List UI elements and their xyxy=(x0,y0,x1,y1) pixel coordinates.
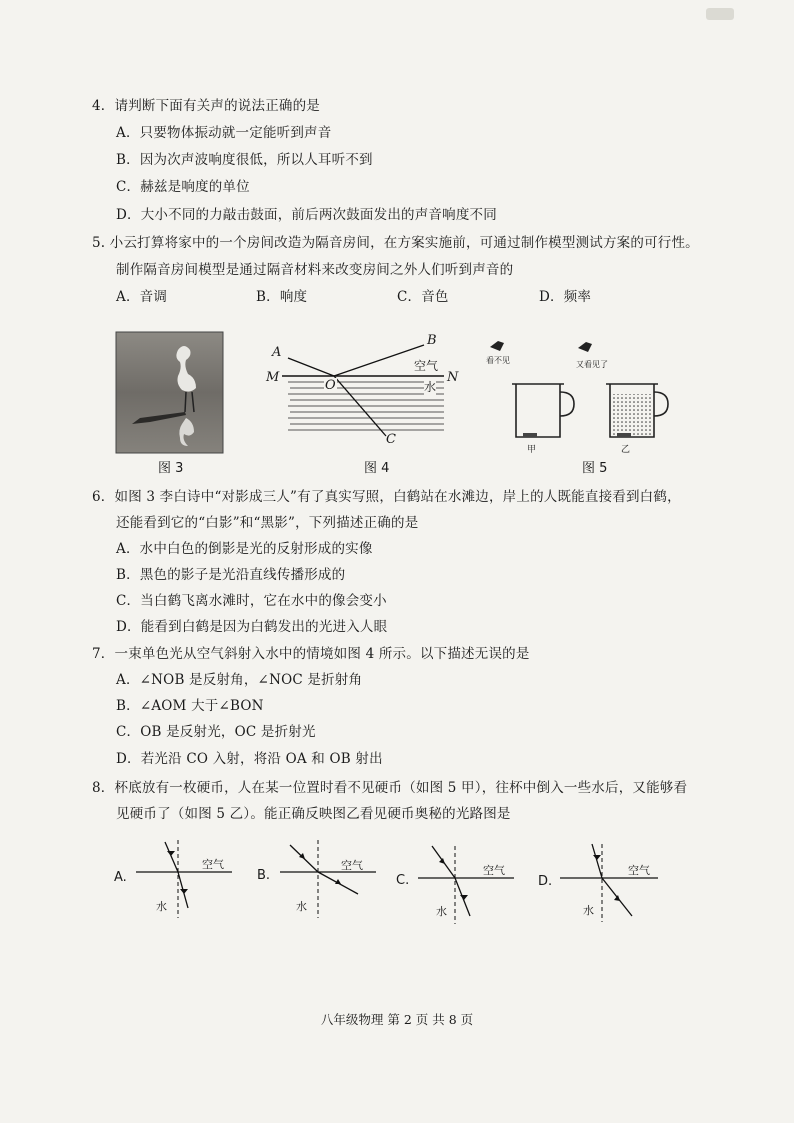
q4-option-d: D．大小不同的力敲击鼓面，前后两次鼓面发出的声音响度不同 xyxy=(116,207,497,223)
q4-option-b: B．因为次声波响度很低，所以人耳听不到 xyxy=(116,152,373,168)
q8-b-air-label: 空气 xyxy=(341,859,363,872)
q7-option-a: A．∠NOB 是反射角，∠NOC 是折射角 xyxy=(116,672,363,688)
q7-stem: 7．一束单色光从空气斜射入水中的情境如图 4 所示。以下描述无误的是 xyxy=(92,646,530,662)
q8-option-c-letter: C. xyxy=(396,873,410,888)
q7-option-d: D．若光沿 CO 入射，将沿 OA 和 OB 射出 xyxy=(116,751,383,767)
fig4-label-air: 空气 xyxy=(414,359,439,373)
fig4-label-b: B xyxy=(427,333,437,348)
q4-option-c: C．赫兹是响度的单位 xyxy=(116,179,250,195)
q5-option-a: A．音调 xyxy=(116,289,168,305)
q7-option-b: B．∠AOM 大于∠BON xyxy=(116,698,264,714)
eye-icon xyxy=(578,342,592,352)
q8-b-water-label: 水 xyxy=(296,900,307,913)
q8-c-water-label: 水 xyxy=(436,905,447,918)
fig4-label-m: M xyxy=(266,370,280,385)
figure-5-caption: 图 5 xyxy=(582,461,608,476)
fig4-label-n: N xyxy=(447,370,459,385)
fig5-label-jia: 甲 xyxy=(527,445,537,455)
q8-d-air-label: 空气 xyxy=(628,864,650,877)
fig5-label-see-again: 又看见了 xyxy=(576,360,608,369)
q6-stem-line1: 6．如图 3 李白诗中“对影成三人”有了真实写照，白鹤站在水滩边，岸上的人既能直接看到白鹤， xyxy=(92,489,681,505)
q8-option-b-letter: B. xyxy=(257,868,271,883)
q4-option-a: A．只要物体振动就一定能听到声音 xyxy=(116,125,332,141)
fig4-label-water: 水 xyxy=(424,380,437,394)
q8-stem-line2: 见硬币了（如图 5 乙）。能正确反映图乙看见硬币奥秘的光路图是 xyxy=(116,806,511,822)
figure-4-caption: 图 4 xyxy=(364,461,390,476)
q8-d-water-label: 水 xyxy=(583,904,594,917)
q6-option-a: A．水中白色的倒影是光的反射形成的实像 xyxy=(116,541,373,557)
q8-stem-line1: 8．杯底放有一枚硬币，人在某一位置时看不见硬币（如图 5 甲），往杯中倒入一些水后，又能够看 xyxy=(92,780,688,796)
figure-5-beakers xyxy=(490,341,668,437)
q6-option-b: B．黑色的影子是光沿直线传播形成的 xyxy=(116,567,346,583)
q6-option-d: D．能看到白鹤是因为白鹤发出的光进入人眼 xyxy=(116,619,388,635)
fig4-label-o: O xyxy=(325,378,336,393)
q6-stem-line2: 还能看到它的“白影”和“黑影”，下列描述正确的是 xyxy=(116,515,419,531)
q6-option-c: C．当白鹤飞离水滩时，它在水中的像会变小 xyxy=(116,593,387,609)
q8-a-air-label: 空气 xyxy=(202,858,224,871)
q8-option-d-letter: D. xyxy=(538,874,553,889)
q7-option-c: C．OB 是反射光，OC 是折射光 xyxy=(116,724,316,740)
figure-3-crane-photo xyxy=(116,332,223,453)
q5-option-b: B．响度 xyxy=(256,289,308,305)
q5-stem-line1: 5. 小云打算将家中的一个房间改造为隔音房间，在方案实施前，可通过制作模型测试方案的可行性。 xyxy=(92,235,699,251)
fig4-label-a: A xyxy=(272,345,282,360)
q8-c-air-label: 空气 xyxy=(483,864,505,877)
fig5-label-cant-see: 看不见 xyxy=(486,356,510,365)
q8-a-water-label: 水 xyxy=(156,900,167,913)
q5-option-c: C．音色 xyxy=(397,289,449,305)
page-footer: 八年级物理 第 2 页 共 8 页 xyxy=(320,1012,474,1027)
figure-3-caption: 图 3 xyxy=(158,461,184,476)
q5-stem-line2: 制作隔音房间模型是通过隔音材料来改变房间之外人们听到声音的 xyxy=(116,262,514,278)
q8-option-a-letter: A. xyxy=(114,870,127,885)
fig5-label-yi: 乙 xyxy=(621,445,631,455)
fig4-label-c: C xyxy=(386,432,396,447)
q5-option-d: D．频率 xyxy=(539,289,592,305)
q4-stem: 4．请判断下面有关声的说法正确的是 xyxy=(92,98,320,114)
eye-icon xyxy=(490,341,504,351)
